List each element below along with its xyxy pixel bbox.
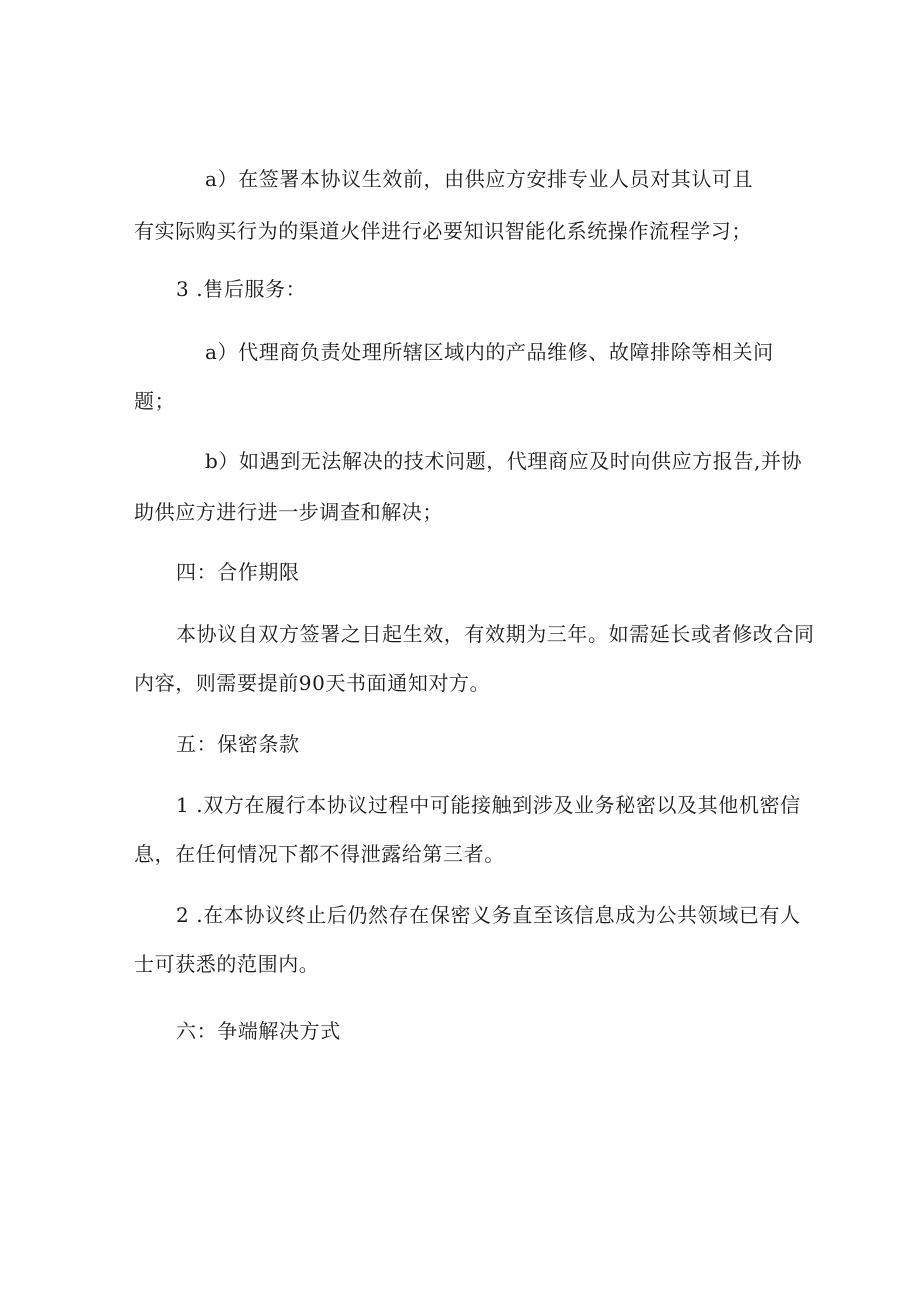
clause-text-line: 有实际购买行为的渠道火伴进行必要知识智能化系统操作流程学习； (134, 219, 752, 243)
section-heading: 四：合作期限 (176, 560, 300, 584)
clause-text-line: b）如遇到无法解决的技术问题，代理商应及时向供应方报告,并协 (205, 449, 803, 473)
clause-text-line: a）在签署本协议生效前，由供应方安排专业人员对其认可且 (205, 167, 754, 191)
clause-text-line: 2 .在本协议终止后仍然存在保密义务直至该信息成为公共领域已有人 (176, 903, 801, 927)
clause-text-line: 1 .双方在履行本协议过程中可能接触到涉及业务秘密以及其他机密信 (176, 793, 801, 817)
section-heading: 五：保密条款 (176, 732, 300, 756)
section-heading: 3 .售后服务： (176, 277, 307, 301)
clause-text-line: 士可获悉的范围内。 (134, 952, 320, 976)
section-heading: 六：争端解决方式 (176, 1019, 341, 1043)
clause-text-line: 本协议自双方签署之日起生效，有效期为三年。如需延长或者修改合同 (176, 622, 815, 646)
clause-text-line: 题； (134, 389, 176, 413)
clause-text-line: 助供应方进行进一步调查和解决； (134, 500, 443, 524)
clause-text-line: a）代理商负责处理所辖区域内的产品维修、故障排除等相关问 (205, 340, 774, 364)
clause-text-line: 内容，则需要提前90天书面通知对方。 (134, 671, 491, 695)
clause-text-line: 息，在任何情况下都不得泄露给第三者。 (134, 842, 505, 866)
